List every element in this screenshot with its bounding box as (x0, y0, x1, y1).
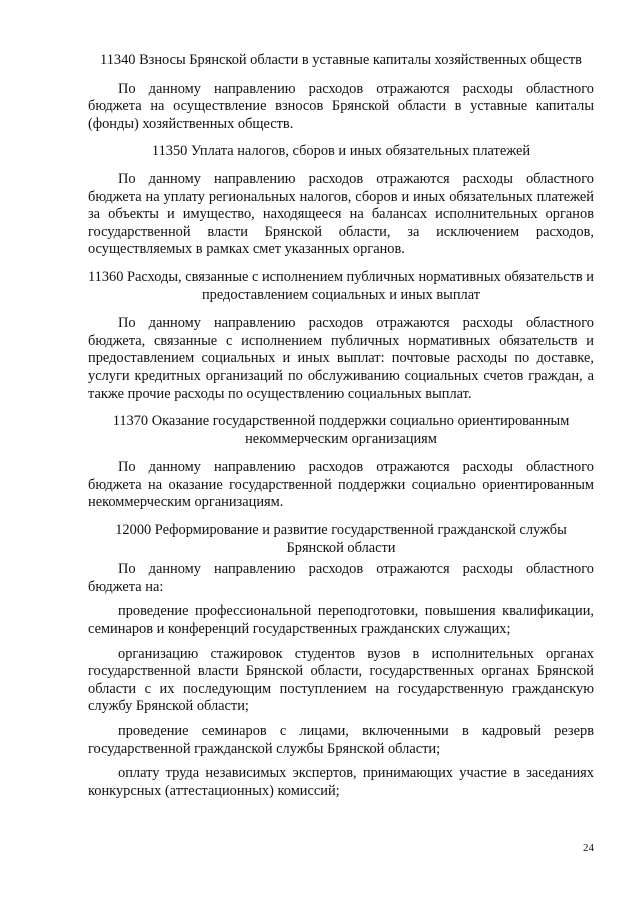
section-text-11350: По данному направлению расходов отражаются расходы областного бюджета на уплату региональных налогов, сборов и иных обязательных платежей за объекты и имущество, находящееся на балансах исполнительных органов государственной власти Брянской области, за исключением расходов, осуществляемых в рамках смет указанных органов. (88, 170, 594, 258)
list-item: проведение семинаров с лицами, включенными в кадровый резерв государственной гражданской службы Брянской области; (88, 723, 594, 757)
section-heading-12000: 12000 Реформирование и развитие государственной гражданской службы Брянской области (115, 522, 567, 556)
expense-item-list (88, 603, 594, 800)
section-text-12000: По данному направлению расходов отражаются расходы областного бюджета на: (88, 561, 594, 595)
list-item: проведение профессиональной переподготовки, повышения квалификации, семинаров и конференций государственных гражданских служащих; (88, 603, 594, 638)
section-heading-11360: 11360 Расходы, связанные с исполнением публичных нормативных обязательств и предоставлением социальных и иных выплат (88, 268, 594, 303)
section-heading-11340: 11340 Взносы Брянской области в уставные капиталы хозяйственных обществ (100, 52, 582, 68)
section-heading-11350: 11350 Уплата налогов, сборов и иных обязательных платежей (151, 143, 531, 160)
page-number: 24 (583, 842, 594, 854)
section-text-11360: По данному направлению расходов отражаются расходы областного бюджета, связанные с исполнением публичных нормативных обязательств и предоставлением социальных и иных выплат: почтовые расходы по доставке, услуги кредитных организаций по обслуживанию социальных счетов граждан, а также прочие расходы по осуществлению социальных выплат. (88, 315, 594, 402)
list-item: организацию стажировок студентов вузов в исполнительных органах государственной власти Брянской области, государственных органах Брянской области с их последующим поступлением на государственную гражданскую службу Брянской области; (88, 645, 594, 715)
section-heading-11370: 11370 Оказание государственной поддержки социально ориентированным некоммерческим организациям (112, 413, 570, 447)
section-text-11340: По данному направлению расходов отражаются расходы областного бюджета на осуществление взносов Брянской области в уставные капиталы (фонды) хозяйственных обществ. (88, 80, 594, 132)
document-page (88, 52, 594, 800)
list-item: оплату труда независимых экспертов, принимающих участие в заседаниях конкурсных (аттестационных) комиссий; (88, 765, 594, 799)
section-text-11370: По данному направлению расходов отражаются расходы областного бюджета на оказание государственной поддержки социально ориентированным некоммерческим организациям. (88, 459, 594, 511)
